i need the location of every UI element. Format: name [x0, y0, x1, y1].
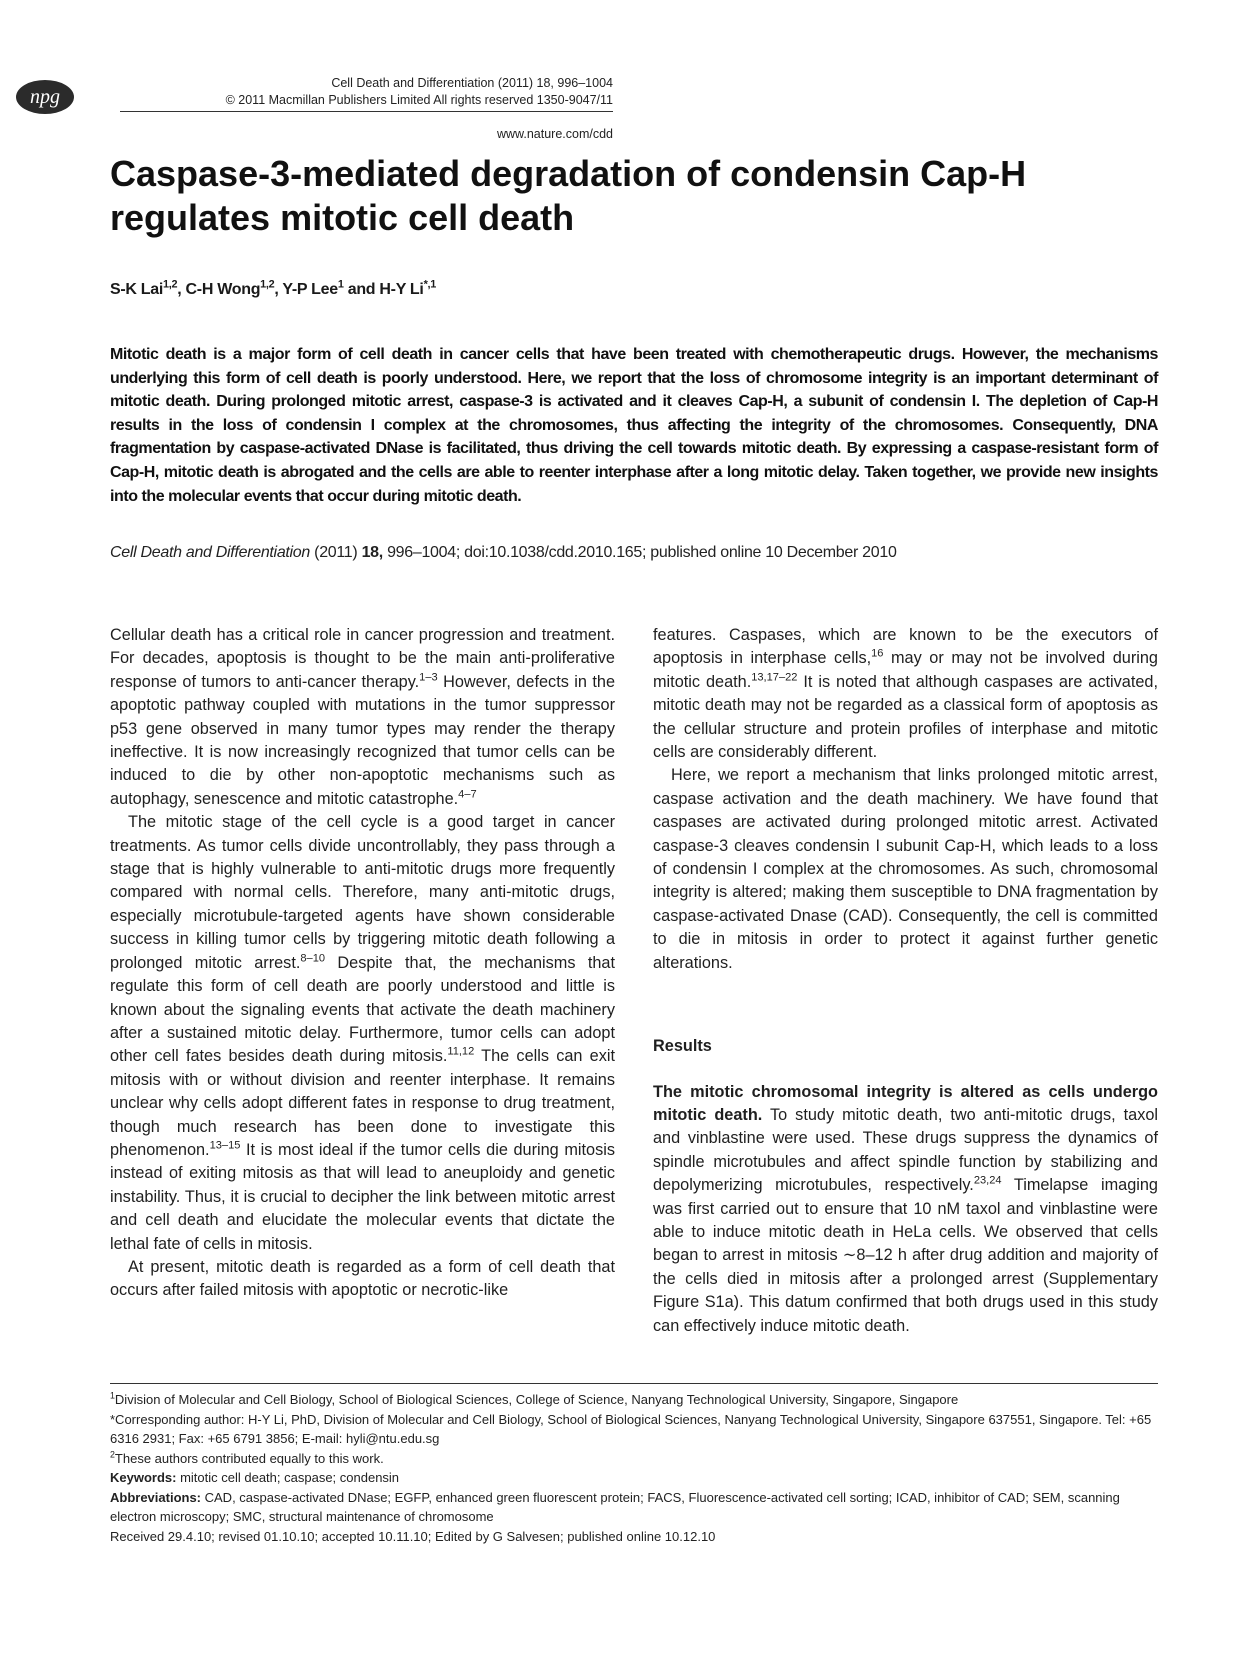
author-separator: , — [274, 281, 283, 298]
body-paragraph — [110, 624, 615, 811]
footnote-affiliation — [110, 1390, 1158, 1410]
body-text: features. Caspases, which are known to be the executors of apoptosis in interphase cells, — [653, 626, 1158, 668]
author-name: S-K Lai — [110, 281, 164, 298]
body-text: The mitotic stage of the cell cycle is a good target in cancer treatments. As tumor cells divide uncontrollably, they pass through a stage that is highly vulnerable to anti-mitotic drugs more frequently compared with normal cells. Therefore, many anti-mitotic drugs, especially microtubule-targeted agents have shown considerable success in killing tumor cells by triggering mitotic death following a prolonged mitotic arrest. — [110, 813, 615, 972]
body-paragraph — [653, 624, 1158, 764]
journal-header — [120, 75, 613, 143]
footnote-divider — [110, 1383, 1158, 1384]
citation-details: 996–1004; doi:10.1038/cdd.2010.165; published online 10 December 2010 — [382, 544, 897, 561]
author-affiliation-sup: 1,2 — [163, 278, 178, 291]
body-paragraph: Here, we report a mechanism that links prolonged mitotic arrest, caspase activation and the death machinery. We have found that caspases are activated during prolonged mitotic arrest. Activated caspase-3 cleaves condensin I subunit Cap-H, which leads to a loss of condensin I complex at the chromosomes. As such, chromosomal integrity is altered; making them susceptible to DNA fragmentation by caspase-activated Dnase (CAD). Consequently, the cell is committed to die in mitosis in order to protect it against further genetic alterations. — [653, 766, 1158, 972]
received-dates: Received 29.4.10; revised 01.10.10; accepted 10.11.10; Edited by G Salvesen; published online 10.12.10 — [110, 1528, 716, 1544]
article-title: Caspase-3-mediated degradation of condensin Cap-H regulates mitotic cell death — [110, 153, 1027, 238]
copyright-line: © 2011 Macmillan Publishers Limited All rights reserved 1350-9047/11 — [225, 93, 613, 107]
footnote-equal-contribution — [110, 1449, 1158, 1469]
citation-volume: 18, — [361, 544, 383, 561]
footnote-text: These authors contributed equally to this work. — [114, 1450, 384, 1466]
keywords-text: mitotic cell death; caspase; condensin — [176, 1470, 400, 1485]
author-name: H-Y Li — [379, 281, 424, 298]
citation-journal: Cell Death and Differentiation — [110, 544, 311, 561]
runin-subheading: The mitotic chromosomal integrity is altered as cells undergo mitotic death. — [653, 1082, 1158, 1124]
body-text: It is most ideal if the tumor cells die during mitosis instead of exiting mitosis as that will lead to aneuploidy and genetic instability. Thus, it is crucial to decipher the link between mitotic arrest and cell death and elucidate the molecular events that dictate the lethal fate of cells in mitosis. — [110, 1140, 615, 1253]
reference-sup: 13–15 — [209, 1139, 241, 1152]
reference-sup: 4–7 — [458, 788, 477, 801]
reference-sup: 8–10 — [300, 952, 326, 965]
body-text: The cells can exit mitosis with or without division and reenter interphase. It remains unclear why cells adopt different fates in response to drug treatment, though much research has been done to investigate this phenomenon. — [110, 1047, 615, 1159]
author-list — [110, 278, 436, 299]
citation-line — [110, 544, 897, 562]
body-text: Despite that, the mechanisms that regulate this form of cell death are poorly understood and little is known about the signaling events that activate the death machinery after a sustained mitotic delay. Furthermore, tumor cells can adopt other cell fates besides death during mitosis. — [110, 953, 615, 1066]
abbreviations-line — [110, 1488, 1158, 1527]
body-text: Cellular death has a critical role in cancer progression and treatment. For decades, apoptosis is thought to be the main anti-proliferative response of tumors to anti-cancer therapy. — [110, 626, 615, 691]
body-column-right — [653, 624, 1158, 1338]
footnote-marker: 2 — [110, 1449, 115, 1460]
body-text: However, defects in the apoptotic pathway coupled with mutations in the tumor suppressor p53 gene observed in many tumor types may render the therapy ineffective. It is now increasingly recognized that tumor cells can be induced to die by other non-apoptotic mechanisms such as autophagy, senescence and mitotic catastrophe. — [110, 672, 616, 808]
author-separator: and — [343, 281, 380, 298]
footnotes — [110, 1390, 1158, 1546]
body-paragraph — [653, 1081, 1158, 1338]
reference-sup: 23,24 — [973, 1174, 1002, 1187]
author-affiliation-sup: 1 — [337, 278, 344, 291]
body-text: To study mitotic death, two anti-mitotic drugs, taxol and vinblastine were used. These drugs suppress the dynamics of spindle microtubules and affect spindle function by stabilizing and depolymerizing microtubules, respectively. — [653, 1105, 1159, 1195]
section-heading-results: Results — [653, 1037, 712, 1056]
reference-sup: 1–3 — [419, 671, 438, 684]
body-paragraph — [110, 811, 615, 1256]
abbreviations-label: Abbreviations: — [110, 1489, 202, 1505]
reference-sup: 16 — [871, 647, 884, 660]
body-text: may or may not be involved during mitotic death. — [653, 649, 1158, 691]
author-name: Y-P Lee — [282, 281, 338, 298]
author-affiliation-sup: 1,2 — [260, 278, 275, 291]
reference-sup: 11,12 — [447, 1045, 475, 1058]
npg-logo: npg — [16, 80, 74, 114]
journal-reference: Cell Death and Differentiation (2011) 18, 996–1004 — [331, 76, 613, 90]
journal-url-link[interactable]: www.nature.com/cdd — [496, 127, 613, 141]
body-paragraph: At present, mitotic death is regarded as a form of cell death that occurs after failed mitosis with apoptotic or necrotic-like — [110, 1257, 615, 1300]
keywords-line — [110, 1468, 1158, 1488]
citation-year: (2011) — [310, 544, 362, 561]
footnote-text: Division of Molecular and Cell Biology, School of Biological Sciences, College of Science, Nanyang Technological University, Singapore, Singapore — [114, 1392, 959, 1407]
author-affiliation-sup: *,1 — [423, 278, 436, 291]
footnote-marker: 1 — [110, 1390, 115, 1401]
abbreviations-text: CAD, caspase-activated DNase; EGFP, enhanced green fluorescent protein; FACS, Fluorescence-activated cell sorting; ICAD, inhibitor of CAD; SEM, scanning electron microscopy; SMC, structural maintenance of chromosome — [110, 1489, 1120, 1524]
footnote-corresponding-author: *Corresponding author: H-Y Li, PhD, Division of Molecular and Cell Biology, School of Biological Sciences, Nanyang Technological University, Singapore 637551, Singapore. Tel: +65 6316 2931; Fax: +65 6791 3856; E-mail: hyli@ntu.edu.sg — [110, 1411, 1152, 1446]
body-text: It is noted that although caspases are activated, mitotic death may not be regarded as a classical form of apoptosis as the cellular structure and protein profiles of interphase and mitotic cells are considerably different. — [653, 672, 1158, 762]
reference-sup: 13,17–22 — [751, 671, 798, 684]
body-column-left — [110, 624, 615, 1303]
header-rule — [120, 75, 613, 112]
author-name: C-H Wong — [185, 281, 261, 298]
abstract: Mitotic death is a major form of cell death in cancer cells that have been treated with chemotherapeutic drugs. However, the mechanisms underlying this form of cell death is poorly understood. Here, we report that the loss of chromosome integrity is an important determinant of mitotic death. During prolonged mitotic arrest, caspase-3 is activated and it cleaves Cap-H, a subunit of condensin I. The depletion of Cap-H results in the loss of condensin I complex at the chromosomes, thus affecting the integrity of the chromosomes. Consequently, DNA fragmentation by caspase-activated DNase is facilitated, thus driving the cell towards mitotic death. By expressing a caspase-resistant form of Cap-H, mitotic death is abrogated and the cells are able to reenter interphase after a long mitotic delay. Taken together, we provide new insights into the molecular events that occur during mitotic death. — [110, 346, 1158, 505]
keywords-label: Keywords: — [110, 1470, 177, 1485]
author-separator: , — [177, 281, 186, 298]
body-text: Timelapse imaging was first carried out to ensure that 10 nM taxol and vinblastine were able to induce mitotic death in HeLa cells. We observed that cells began to arrest in mitosis ∼8–12 h after drug addition and majority of the cells died in mitosis after a prolonged arrest (Supplementary Figure S1a). This datum confirmed that both drugs used in this study can effectively induce mitotic death. — [653, 1176, 1158, 1335]
